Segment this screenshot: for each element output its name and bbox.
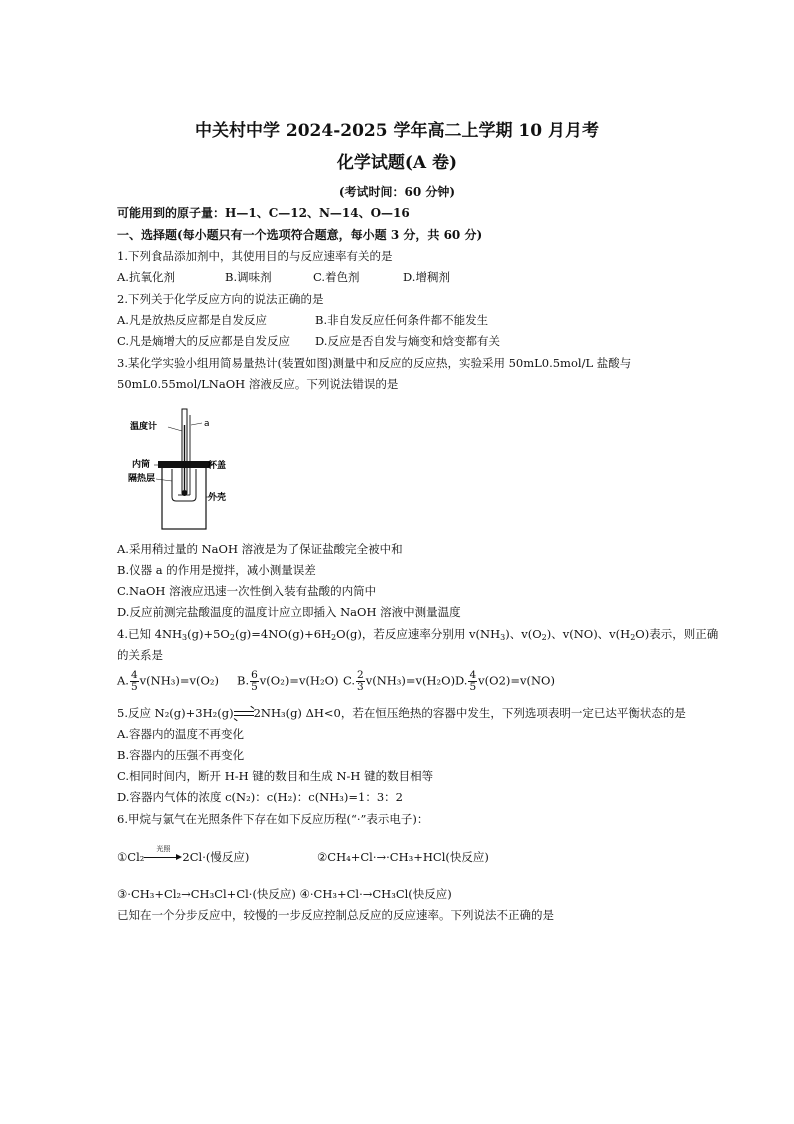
q1-options [117,270,677,285]
section-heading: 一、选择题(每小题只有一个选项符合题意，每小题 3 分，共 60 分) [117,228,483,242]
label-a: a [204,419,210,429]
q6-reaction-1: ①Cl₂ 光照 2Cl·(慢反应) [117,845,250,864]
q5-option-d: D.容器内气体的浓度 c(N₂)：c(H₂)：c(NH₃)=1：3：2 [117,790,403,804]
q4-option-c: C. $\frac{2}{3}$ v(NH₃)=v(H₂O) [343,669,456,693]
q6-reaction-2: ②CH₄+Cl·→·CH₃+HCl(快反应) [317,850,489,864]
q2-option-a: A.凡是放热反应都是自发反应 [117,313,267,327]
label-lid: 杯盖 [208,461,227,471]
q4-option-b: B. $\frac{6}{5}$ v(O₂)=v(H₂O) [237,669,339,693]
q1-option-b: B.调味剂 [225,270,272,284]
label-insulation: 隔热层 [128,474,156,484]
q2-option-d: D.反应是否自发与熵变和焓变都有关 [315,334,500,348]
q2-options-row1 [117,313,677,328]
q2-options-row2 [117,334,677,349]
q6-reactions-row1 [117,845,677,866]
q2-option-b: B.非自发反应任何条件都不能发生 [315,313,489,327]
q4-option-a: A. $\frac{4}{5}$ v(NH₃)=v(O₂) [117,669,219,693]
exam-time: (考试时间：60 分钟) [338,185,456,199]
q4-options [117,670,677,700]
q3-option-d: D.反应前测完盐酸温度的温度计应立即插入 NaOH 溶液中测量温度 [117,605,461,619]
label-thermometer: 温度计 [130,422,158,432]
q6-stem: 6.甲烷与氯气在光照条件下存在如下反应历程(“·”表示电子)： [117,812,429,826]
q4-stem-line2: 的关系是 [117,648,163,662]
q6-reactions-row2: ③·CH₃+Cl₂→CH₃Cl+Cl·(快反应) ④·CH₃+Cl·→CH₃Cl(快反应) [117,887,452,901]
q3-option-c: C.NaOH 溶液应迅速一次性倒入装有盐酸的内筒中 [117,584,377,598]
q1-option-c: C.着色剂 [313,270,360,284]
q3-option-a: A.采用稍过量的 NaOH 溶液是为了保证盐酸完全被中和 [117,542,403,556]
q3-stem-line1: 3.某化学实验小组用简易量热计(装置如图)测量中和反应的反应热，实验采用 50mL0.5mol/L 盐酸与 [117,356,632,370]
q4-option-d: D. $\frac{4}{5}$ v(O2)=v(NO) [455,669,555,693]
exam-subtitle: 化学试题(A 卷) [336,153,458,173]
light-arrow-icon: 光照 [144,852,182,864]
q1-option-d: D.增稠剂 [403,270,450,284]
q2-stem: 2.下列关于化学反应方向的说法正确的是 [117,292,324,306]
q6-note: 已知在一个分步反应中，较慢的一步反应控制总反应的反应速率。下列说法不正确的是 [117,908,554,922]
q1-option-a: A.抗氧化剂 [117,270,175,284]
q2-option-c: C.凡是熵增大的反应都是自发反应 [117,334,291,348]
q5-option-b: B.容器内的压强不再变化 [117,748,245,762]
atomic-masses: 可能用到的原子量：H—1、C—12、N—14、O—16 [117,206,410,220]
q3-option-b: B.仪器 a 的作用是搅拌，减小测量误差 [117,563,316,577]
label-inner: 内筒 [132,460,151,470]
equilibrium-arrow-icon [234,709,254,719]
q4-stem-line1: 4.已知 $4NH_3(g)+5O_2(g)=4NO(g)+6H_2O(g)$，若反应速率分别用 $v(NH_3)$、$v(O_2)$、v(NO)、$v(H_2O)$表示，则正确 [117,627,719,642]
q3-stem-line2: 50mL0.55mol/LNaOH 溶液反应。下列说法错误的是 [117,377,399,391]
exam-title: 中关村中学 2024-2025 学年高二上学期 10 月月考 [194,121,599,141]
calorimeter-figure [128,405,228,535]
q1-stem: 1.下列食品添加剂中，其使用目的与反应速率有关的是 [117,249,393,263]
label-shell: 外壳 [208,493,227,503]
q5-option-a: A.容器内的温度不再变化 [117,727,244,741]
q5-option-c: C.相同时间内，断开 H-H 键的数目和生成 N-H 键的数目相等 [117,769,434,783]
q5-stem: 5.反应 N₂(g)+3H₂(g) 2NH₃(g) ΔH<0，若在恒压绝热的容器中发生，下列选项表明一定已达平衡状态的是 [117,706,686,720]
